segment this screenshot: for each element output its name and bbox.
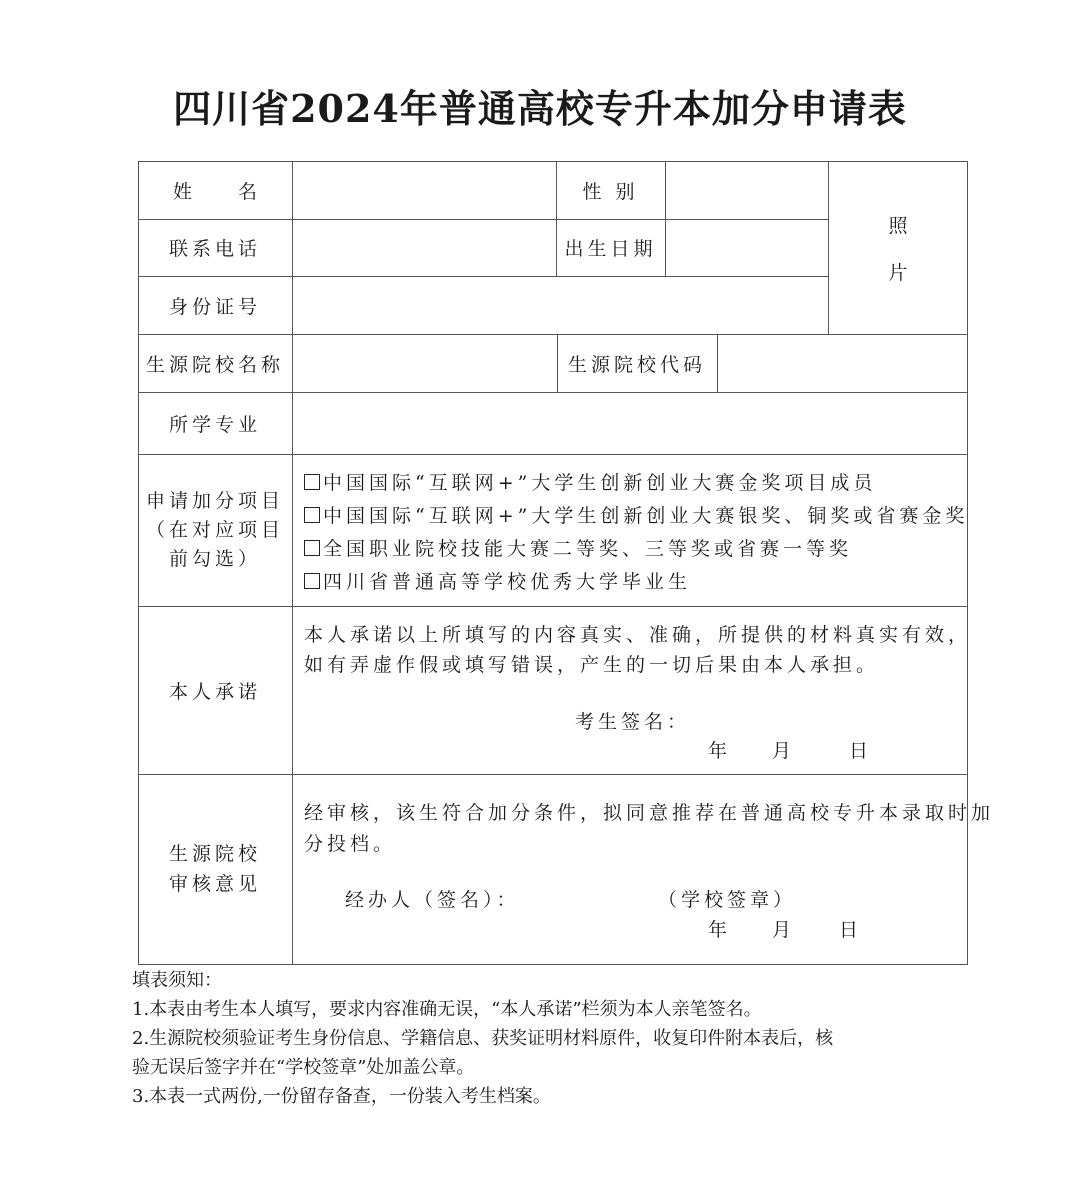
- birth-date-field[interactable]: [666, 220, 827, 275]
- major-label: 所学专业: [168, 413, 261, 436]
- photo-label-1: 照: [888, 214, 908, 237]
- instruction-item: 验无误后签字并在“学校签章”处加盖公章。: [132, 1057, 475, 1078]
- pledge-day-label: 日: [849, 740, 869, 762]
- photo-label-2: 片: [888, 261, 908, 284]
- major-field[interactable]: [293, 393, 967, 453]
- pledge-label: 本人承诺: [168, 680, 261, 703]
- photo-area[interactable]: [829, 161, 967, 334]
- checkbox-icon[interactable]: [304, 474, 320, 490]
- pledge-text-line-1: 本人承诺以上所填写的内容真实、准确，所提供的材料真实有效，: [304, 624, 972, 646]
- bonus-option-label: 全国职业院校技能大赛二等奖、三等奖或省赛一等奖: [323, 538, 853, 560]
- instruction-item: 3.本表一式两份,一份留存备查，一份装入考生档案。: [132, 1086, 551, 1107]
- pledge-text-line-2: 如有弄虚作假或填写错误，产生的一切后果由本人承担。: [304, 654, 880, 676]
- checkbox-icon[interactable]: [304, 573, 320, 589]
- id-number-field[interactable]: [293, 277, 827, 333]
- birth-date-label: 出生日期: [564, 238, 657, 260]
- bonus-option-skills[interactable]: [304, 534, 852, 561]
- school-name-field[interactable]: [293, 335, 556, 391]
- filling-instructions: [132, 966, 982, 1111]
- bonus-label-line-2: （在对应项目: [145, 518, 284, 541]
- page-title: 四川省2024年普通高校专升本加分申请表: [173, 86, 907, 131]
- pledge-month-label: 月: [772, 740, 792, 762]
- review-text-line-2: 分投档。: [304, 833, 397, 855]
- review-day-label: 日: [839, 919, 859, 941]
- school-seal-label: （学校签章）: [658, 889, 797, 911]
- school-name-label: 生源院校名称: [145, 353, 284, 376]
- phone-label: 联系电话: [168, 238, 261, 260]
- review-label-line-2: 审核意见: [168, 873, 261, 895]
- review-year-label: 年: [708, 919, 728, 941]
- bonus-label-line-3: 前勾选）: [168, 547, 261, 570]
- bonus-label-line-1: 申请加分项目: [145, 489, 284, 512]
- gender-field[interactable]: [666, 162, 827, 218]
- bonus-option-gold[interactable]: [304, 468, 876, 495]
- candidate-signature-label: 考生签名：: [575, 711, 691, 733]
- checkbox-icon[interactable]: [304, 540, 320, 556]
- review-month-label: 月: [772, 919, 792, 941]
- school-code-field[interactable]: [718, 335, 967, 391]
- checkbox-icon[interactable]: [304, 507, 320, 523]
- review-text-line-1: 经审核，该生符合加分条件，拟同意推荐在普通高校专升本录取时加: [304, 802, 995, 824]
- handler-signature-label: 经办人（签名）：: [345, 889, 520, 911]
- phone-field[interactable]: [293, 220, 555, 275]
- pledge-year-label: 年: [708, 740, 728, 762]
- instruction-item: 2.生源院校须验证考生身份信息、学籍信息、获奖证明材料原件，收复印件附本表后，核: [132, 1028, 834, 1049]
- table-border-right: [967, 161, 968, 965]
- instruction-item: 1.本表由考生本人填写，要求内容准确无误，“本人承诺”栏须为本人亲笔签名。: [132, 999, 762, 1020]
- name-label: 姓 名: [172, 180, 258, 203]
- bonus-option-graduate[interactable]: [304, 567, 691, 594]
- name-field[interactable]: [293, 162, 555, 218]
- table-border-bottom: [138, 964, 968, 965]
- bonus-option-label: 四川省普通高等学校优秀大学毕业生: [323, 571, 692, 593]
- school-code-label: 生源院校代码: [567, 353, 706, 376]
- bonus-items-label: [138, 454, 292, 606]
- application-form-table: [138, 161, 995, 965]
- review-label-line-1: 生源院校: [168, 843, 261, 865]
- id-number-label: 身份证号: [168, 295, 261, 318]
- bonus-option-label: 中国国际“互联网+”大学生创新创业大赛银奖、铜奖或省赛金奖: [323, 505, 969, 527]
- review-opinion-label: [138, 774, 292, 964]
- bonus-option-silver-bronze[interactable]: [304, 501, 968, 528]
- gender-label: 性 别: [582, 180, 639, 203]
- instructions-heading: 填表须知：: [132, 970, 222, 991]
- bonus-option-label: 中国国际“互联网+”大学生创新创业大赛金奖项目成员: [323, 472, 877, 494]
